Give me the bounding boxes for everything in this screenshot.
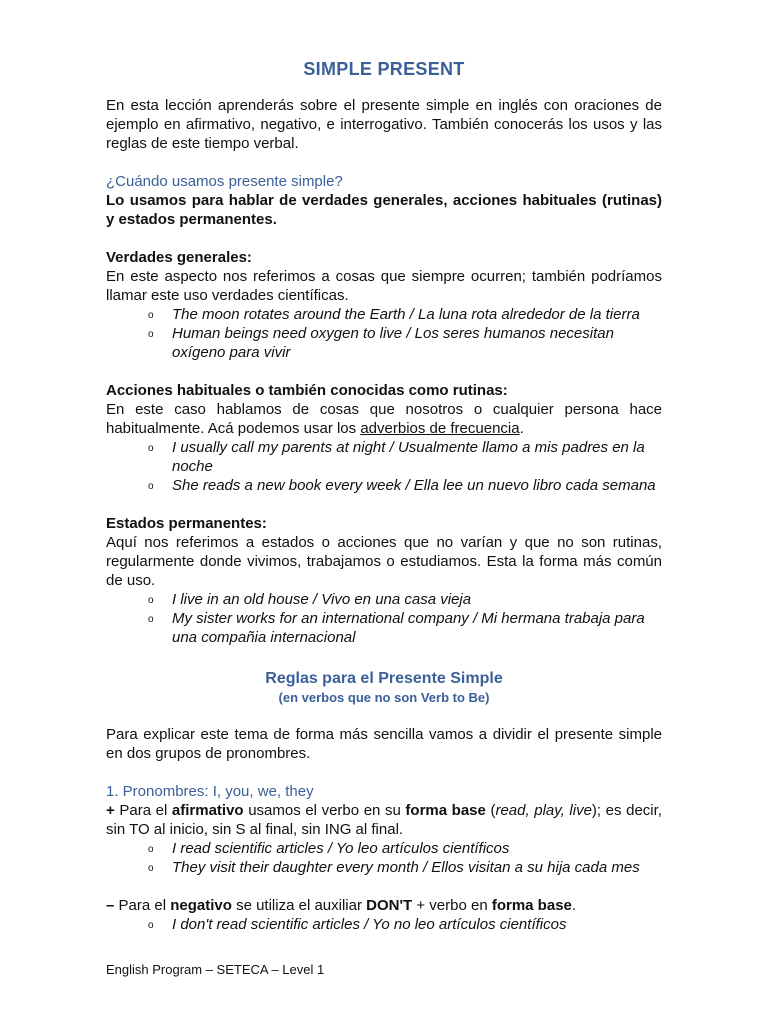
when-answer: Lo usamos para hablar de verdades generales, acciones habituales (rutinas) y estados permanentes. — [106, 192, 662, 228]
list-item: o The moon rotates around the Earth / La luna rota alrededor de la tierra — [172, 305, 662, 324]
rules-intro: Para explicar este tema de forma más sencilla vamos a dividir el presente simple en dos grupos de pronombres. — [106, 726, 662, 762]
list-item: o I don't read scientific articles / Yo no leo artículos científicos — [172, 915, 662, 934]
rules-subtitle: (en verbos que no son Verb to Be) — [278, 690, 490, 705]
states-examples — [106, 590, 662, 647]
list-item: o Human beings need oxygen to live / Los seres humanos necesitan oxígeno para vivir — [172, 324, 662, 362]
negative-rule: – Para el negativo se utiliza el auxiliar DON'T + verbo en forma base. — [106, 897, 577, 914]
group1-heading: 1. Pronombres: I, you, we, they — [106, 783, 314, 800]
states-heading: Estados permanentes: — [106, 515, 267, 532]
habits-examples — [106, 438, 662, 495]
list-item: o I usually call my parents at night / Usualmente llamo a mis padres en la noche — [172, 438, 662, 476]
negative-examples — [106, 915, 662, 934]
states-text: Aquí nos referimos a estados o acciones que no varían y que no son rutinas, regularmente donde vivimos, trabajamos o estudiamos. Esta la forma más común de uso. — [106, 534, 662, 589]
list-item: o She reads a new book every week / Ella lee un nuevo libro cada semana — [172, 476, 662, 495]
habits-text: En este caso hablamos de cosas que nosotros o cualquier persona hace habitualmente. Acá podemos usar los adverbios de frecuencia. — [106, 401, 662, 437]
truths-examples — [106, 305, 662, 362]
truths-heading: Verdades generales: — [106, 249, 252, 266]
intro-paragraph: En esta lección aprenderás sobre el presente simple en inglés con oraciones de ejemplo en afirmativo, negativo, e interrogativo. También conocerás los usos y las reglas de este tiempo verbal. — [106, 97, 662, 152]
frequency-adverbs-link[interactable]: adverbios de frecuencia — [360, 420, 520, 437]
affirmative-examples — [106, 839, 662, 877]
document-body — [106, 58, 662, 934]
when-question: ¿Cuándo usamos presente simple? — [106, 173, 343, 190]
list-item: o They visit their daughter every month / Ellos visitan a su hija cada mes — [172, 858, 662, 877]
page-footer: English Program – SETECA – Level 1 — [106, 962, 325, 977]
habits-heading: Acciones habituales o también conocidas como rutinas: — [106, 382, 508, 399]
affirmative-rule: + Para el afirmativo usamos el verbo en su forma base (read, play, live); es decir, sin TO al inicio, sin S al final, sin ING al final. — [106, 802, 662, 838]
truths-text: En este aspecto nos referimos a cosas que siempre ocurren; también podríamos llamar este uso verdades científicas. — [106, 268, 662, 304]
page-title: SIMPLE PRESENT — [303, 59, 465, 79]
list-item: o My sister works for an international company / Mi hermana trabaja para una compañia internacional — [172, 609, 662, 647]
rules-title: Reglas para el Presente Simple — [265, 670, 503, 687]
list-item: o I read scientific articles / Yo leo artículos científicos — [172, 839, 662, 858]
list-item: o I live in an old house / Vivo en una casa vieja — [172, 590, 662, 609]
